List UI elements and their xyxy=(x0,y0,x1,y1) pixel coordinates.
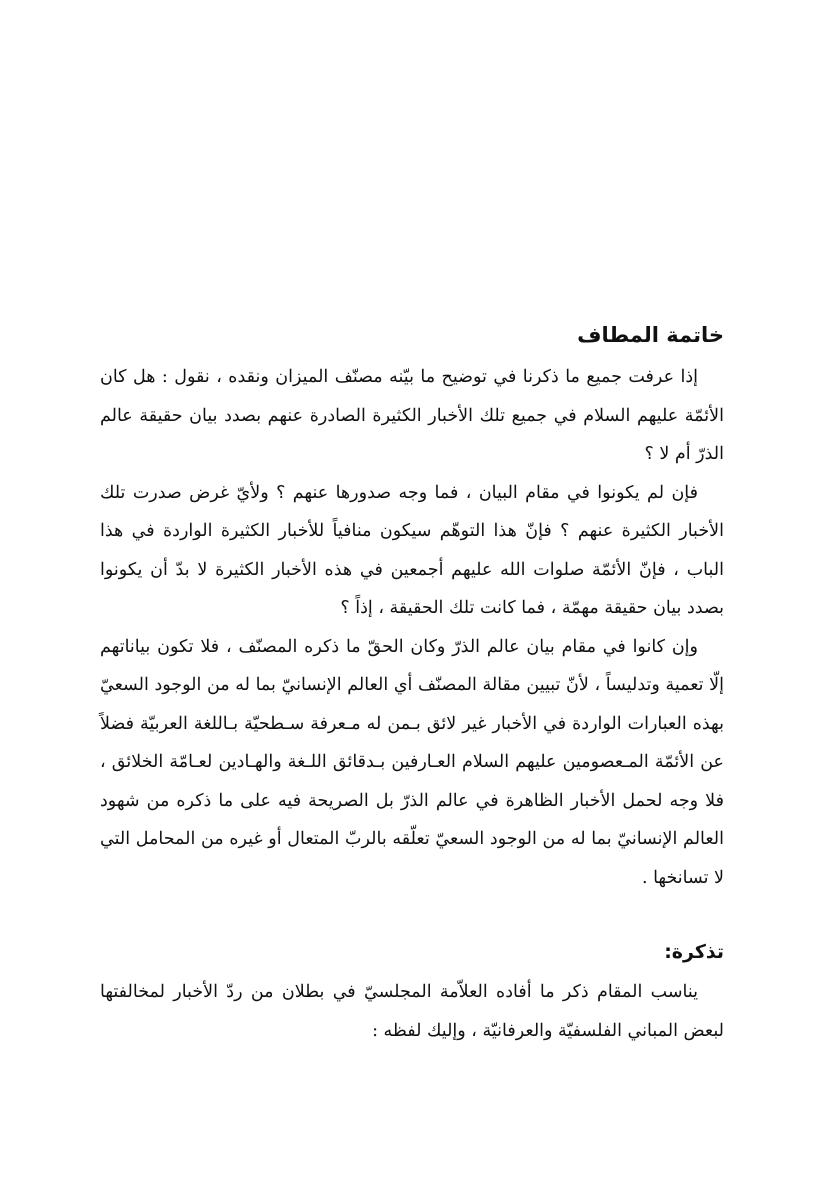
paragraph-4: يناسب المقام ذكر ما أفاده العلاّمة المجلسيّ في بطلان من ردّ الأخبار لمخالفتها لبعض المباني الفلسفيّة والعرفانيّة ، وإليك لفظه : xyxy=(100,982,724,1041)
section-gap xyxy=(100,897,724,935)
paragraph-3: وإن كانوا في مقام بيان عالم الذرّ وكان الحقّ ما ذكره المصنّف ، فلا تكون بياناتهم إلّا تعمية وتدليساً ، لأنّ تبيين مقالة المصنّف أي العالم الإنسانيّ بما له من الوجود السعيّ بهذه العبارات الواردة في الأخبار غير لائق بـمن له مـعرفة سـطحيّة بـاللغة العربيّة فضلاً عن الأئمّة المـعصومين عليهم السلام العـارفين بـدقائق اللـغة والهـادين لعـامّة الخلائق ، فلا وجه لحمل الأخبار الظاهرة في عالم الذرّ بل الصريحة فيه على ما ذكره من شهود العالم الإنسانيّ بما له من الوجود السعيّ تعلّقه بالربّ المتعال أو غيره من المحامل التي لا تسانخها . xyxy=(100,636,724,888)
paragraph-1: إذا عرفت جميع ما ذكرنا في توضيح ما بيّنه مصنّف الميزان ونقده ، نقول : هل كان الأئمّة عليهم السلام في جميع تلك الأخبار الكثيرة الصادرة عنهم بصدد بيان حقيقة عالم الذرّ أم لا ؟ xyxy=(100,367,724,464)
page-content xyxy=(100,318,724,1050)
section-title: خاتمة المطاف xyxy=(577,323,724,347)
paragraph-2: فإن لم يكونوا في مقام البيان ، فما وجه صدورها عنهم ؟ ولأيّ غرض صدرت تلك الأخبار الكثيرة عنهم ؟ فإنّ هذا التوهّم سيكون منافياً للأخبار الكثيرة الواردة في هذا الباب ، فإنّ الأئمّة صلوات الله عليهم أجمعين في هذه الأخبار الكثيرة لا بدّ أن يكونوا بصدد بيان حقيقة مهمّة ، فما كانت تلك الحقيقة ، إذاً ؟ xyxy=(100,482,724,618)
subsection-title: تذكرة: xyxy=(664,941,724,963)
